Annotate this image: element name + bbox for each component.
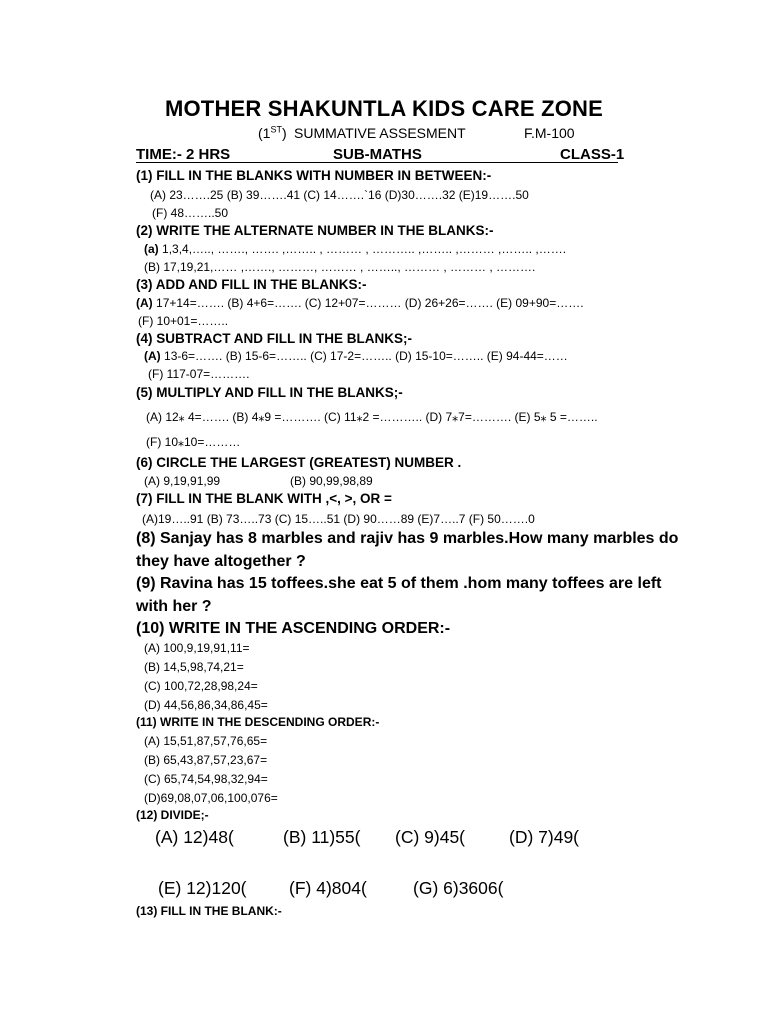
question-8-line-2: they have altogether ? xyxy=(136,553,306,570)
q11-item: (B) 65,43,87,57,23,67= xyxy=(144,753,268,767)
q5-line-1: (A) 12⁎ 4=……. (B) 4⁎9 =………. (C) 11⁎2 =……….. (D) 7⁎7=………. (E) 5⁎ 5 =…….. xyxy=(146,410,598,424)
question-8-line-1: (8) Sanjay has 8 marbles and rajiv has 9 marbles.How many marbles do xyxy=(136,530,679,547)
q1-line-2: (F) 48……..50 xyxy=(152,206,229,220)
q6-option-a: (A) 9,19,91,99 xyxy=(144,474,221,488)
exam-name: SUMMATIVE ASSESMENT xyxy=(294,125,466,141)
q2-line-1: (a) 1,3,4,….., ……., ……. ,…….. , ……… , ……….. ,…….. ,……… ,…….. ,……. xyxy=(144,242,567,256)
question-1: (1) FILL IN THE BLANKS WITH NUMBER IN BETWEEN:- xyxy=(136,168,492,183)
q11-item: (D)69,08,07,06,100,076= xyxy=(144,791,278,805)
q4-line-2: (F) 117-07=………. xyxy=(148,367,250,381)
question-2: (2) WRITE THE ALTERNATE NUMBER IN THE BLANKS:- xyxy=(136,223,494,238)
q3-line-1: (A) 17+14=……. (B) 4+6=……. (C) 12+07=……… (D) 26+26=……. (E) 09+90=……. xyxy=(136,296,584,310)
q2-line-2: (B) 17,19,21,…… ,……., ………, ……… , …….., ……… , ……… , ………. xyxy=(144,260,536,274)
q11-item: (C) 65,74,54,98,32,94= xyxy=(144,772,268,786)
q10-item: (B) 14,5,98,74,21= xyxy=(144,660,244,674)
question-11: (11) WRITE IN THE DESCENDING ORDER:- xyxy=(136,715,380,729)
divide-item: (C) 9)45( xyxy=(395,827,466,847)
q6-option-b: (B) 90,99,98,89 xyxy=(290,474,373,488)
full-marks: F.M-100 xyxy=(524,125,575,141)
q3-line-2: (F) 10+01=…….. xyxy=(138,314,229,328)
question-5: (5) MULTIPLY AND FILL IN THE BLANKS;- xyxy=(136,385,403,400)
divide-item: (E) 12)120( xyxy=(158,878,247,898)
time-label: TIME:- 2 HRS xyxy=(136,146,231,163)
divide-item: (G) 6)3606( xyxy=(413,878,504,898)
question-12: (12) DIVIDE;- xyxy=(136,808,209,822)
q10-item: (C) 100,72,28,98,24= xyxy=(144,679,258,693)
question-7: (7) FILL IN THE BLANK WITH ,<, >, OR = xyxy=(136,491,392,506)
divide-item: (D) 7)49( xyxy=(509,827,580,847)
q4-line-1: (A) 13-6=……. (B) 15-6=…….. (C) 17-2=…….. (D) 15-10=…….. (E) 94-44=…… xyxy=(144,349,568,363)
question-9-line-1: (9) Ravina has 15 toffees.she eat 5 of them .hom many toffees are left xyxy=(136,575,662,592)
q10-item: (A) 100,9,19,91,11= xyxy=(144,641,250,655)
q7-line-1: (A)19…..91 (B) 73…..73 (C) 15…..51 (D) 90……89 (E)7…..7 (F) 50…….0 xyxy=(142,512,535,526)
question-6: (6) CIRCLE THE LARGEST (GREATEST) NUMBER . xyxy=(136,455,462,470)
header-underline xyxy=(136,162,618,163)
question-10: (10) WRITE IN THE ASCENDING ORDER:- xyxy=(136,620,451,637)
question-3: (3) ADD AND FILL IN THE BLANKS:- xyxy=(136,277,367,292)
q11-item: (A) 15,51,87,57,76,65= xyxy=(144,734,268,748)
divide-item: (B) 11)55( xyxy=(283,827,361,847)
question-13: (13) FILL IN THE BLANK:- xyxy=(136,904,282,918)
question-4: (4) SUBTRACT AND FILL IN THE BLANKS;- xyxy=(136,331,412,346)
school-title: MOTHER SHAKUNTLA KIDS CARE ZONE xyxy=(164,96,604,121)
class-label: CLASS-1 xyxy=(560,146,625,163)
q5-line-2: (F) 10⁎10=……… xyxy=(146,435,241,449)
question-9-line-2: with her ? xyxy=(136,598,212,615)
exam-number: (1ST) xyxy=(258,124,287,141)
q1-line-1: (A) 23…….25 (B) 39…….41 (C) 14…….`16 (D)30…….32 (E)19…….50 xyxy=(150,188,529,202)
subject-label: SUB-MATHS xyxy=(333,146,422,163)
divide-item: (F) 4)804( xyxy=(289,878,367,898)
divide-item: (A) 12)48( xyxy=(155,827,234,847)
q10-item: (D) 44,56,86,34,86,45= xyxy=(144,698,268,712)
